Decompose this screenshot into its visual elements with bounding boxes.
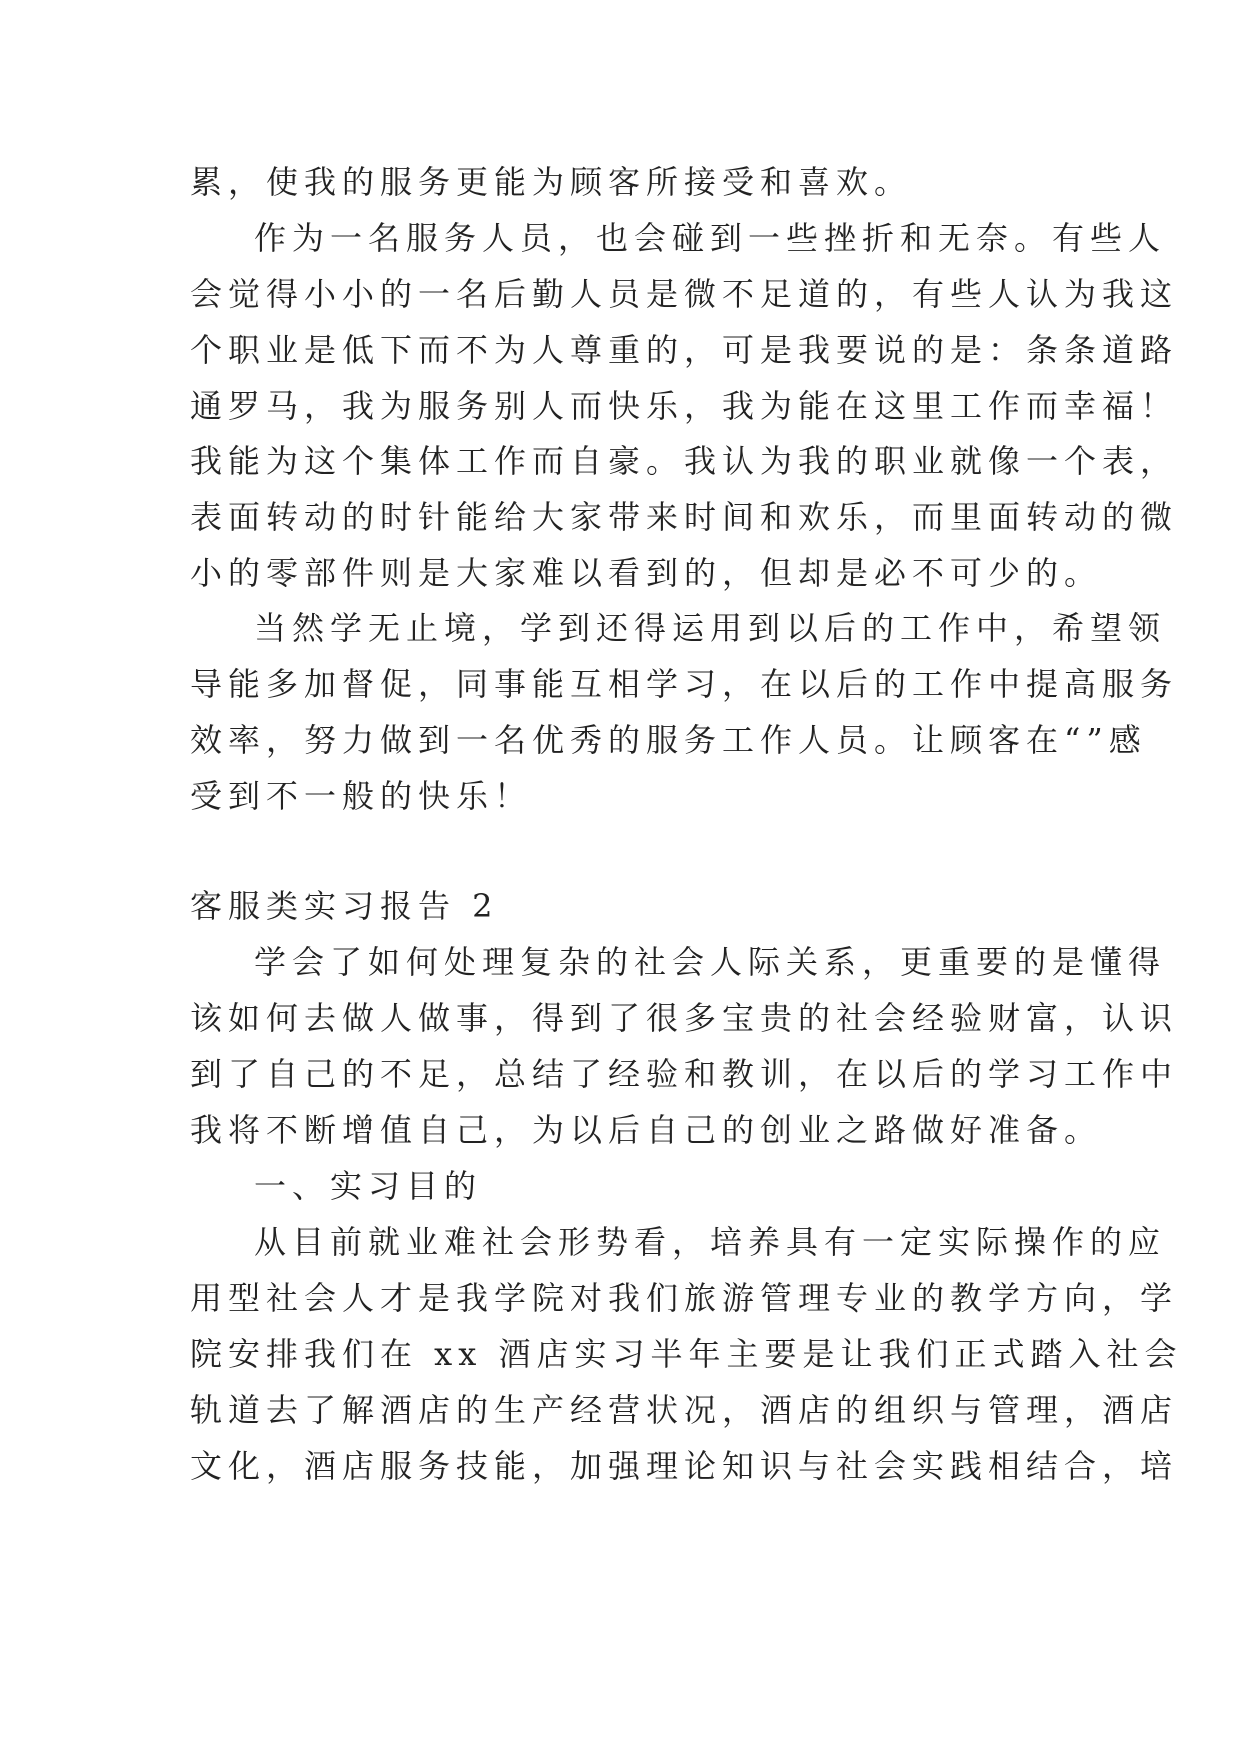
text-line: 该如何去做人做事，得到了很多宝贵的社会经验财富，认识 [190,999,1179,1037]
text-line: 累，使我的服务更能为顾客所接受和喜欢。 [190,163,913,201]
text-line: 导能多加督促，同事能互相学习，在以后的工作中提高服务 [190,665,1179,703]
text-line: 轨道去了解酒店的生产经营状况，酒店的组织与管理，酒店 [190,1391,1179,1429]
text-line: 我将不断增值自己，为以后自己的创业之路做好准备。 [190,1111,1103,1149]
text-line: 个职业是低下而不为人尊重的，可是我要说的是：条条道路 [190,331,1179,369]
section-title: 客服类实习报告 2 [190,887,499,925]
subsection-heading: 一、实习目的 [254,1167,483,1205]
text-line: 文化，酒店服务技能，加强理论知识与社会实践相结合，培 [190,1447,1179,1485]
text-line: 用型社会人才是我学院对我们旅游管理专业的教学方向，学 [190,1279,1179,1317]
text-line: 我能为这个集体工作而自豪。我认为我的职业就像一个表， [190,442,1179,480]
text-line: 从目前就业难社会形势看，培养具有一定实际操作的应 [254,1223,1167,1261]
text-line: 作为一名服务人员，也会碰到一些挫折和无奈。有些人 [254,219,1167,257]
text-line: 当然学无止境，学到还得运用到以后的工作中，希望领 [254,609,1167,647]
text-line: 到了自己的不足，总结了经验和教训，在以后的学习工作中 [190,1055,1179,1093]
text-line: 表面转动的时针能给大家带来时间和欢乐，而里面转动的微 [190,498,1179,536]
text-line: 院安排我们在 xx 酒店实习半年主要是让我们正式踏入社会 [190,1335,1183,1373]
text-line: 受到不一般的快乐！ [190,777,533,815]
text-line: 效率，努力做到一名优秀的服务工作人员。让顾客在“”感 [190,721,1147,759]
text-line: 学会了如何处理复杂的社会人际关系，更重要的是懂得 [254,943,1167,981]
text-line: 会觉得小小的一名后勤人员是微不足道的，有些人认为我这 [190,275,1179,313]
text-line: 通罗马，我为服务别人而快乐，我为能在这里工作而幸福！ [190,387,1179,425]
text-line: 小的零部件则是大家难以看到的，但却是必不可少的。 [190,554,1103,592]
